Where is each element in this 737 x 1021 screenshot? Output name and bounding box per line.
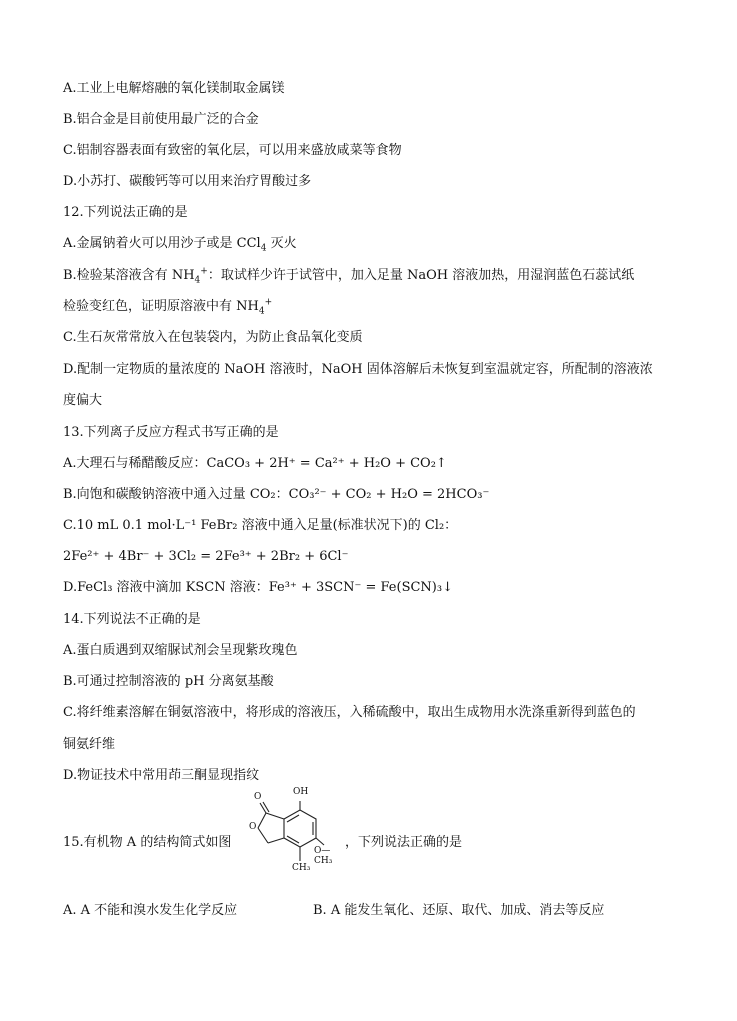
bond [266, 813, 284, 819]
methoxy-bond [316, 838, 324, 845]
aromatic-double-bond [287, 836, 299, 843]
option-13d: D.FeCl₃ 溶液中滴加 KSCN 溶液：Fe³⁺ + 3SCN⁻ = Fe(SCN)₃↓ [63, 580, 453, 595]
option-12c: C.生石灰常常放入在包装袋内，为防止食品氧化变质 [63, 330, 363, 345]
question-15-stem: ，下列说法正确的是 [345, 835, 463, 850]
bond [268, 838, 284, 843]
option-11b: B.铝合金是目前使用最广泛的合金 [63, 112, 259, 127]
question-12: 12.下列说法正确的是 [63, 205, 188, 220]
option-11a: A.工业上电解熔融的氧化镁制取金属镁 [63, 81, 285, 96]
ring-oxygen-label: O [249, 822, 257, 832]
option-15b: B. A 能发生氧化、还原、取代、加成、消去等反应 [313, 903, 605, 918]
option-14b: B.可通过控制溶液的 pH 分离氨基酸 [63, 674, 274, 689]
benzene-ring [284, 810, 316, 847]
option-14a: A.蛋白质遇到双缩脲试剂会呈现紫玫瑰色 [63, 643, 298, 658]
molecule-structure [236, 787, 342, 887]
hydroxyl-label: OH [293, 787, 309, 797]
option-11d: D.小苏打、碳酸钙等可以用来治疗胃酸过多 [63, 174, 312, 189]
option-12d-cont: 度偏大 [63, 393, 103, 408]
option-12a: A.金属钠着火可以用沙子或是 CCl$_4$ 灭火 [63, 236, 297, 254]
question-15-intro: 15.有机物 A 的结构简式如图 [63, 835, 232, 850]
carbonyl-oxygen-label: O [254, 792, 262, 802]
molecule-svg [236, 795, 342, 887]
option-11c: C.铝制容器表面有致密的氧化层，可以用来盛放咸菜等食物 [63, 143, 402, 158]
option-12b: B.检验某溶液含有 $NH_4^+$：取试样少许于试管中，加入足量 NaOH 溶液加热，用湿润蓝色石蕊试纸 [63, 266, 635, 286]
bond [258, 813, 266, 828]
methyl-label: CH₃ [292, 863, 311, 873]
bond [258, 828, 268, 843]
option-14c: C.将纤维素溶解在铜氨溶液中，将形成的溶液压，入稀硫酸中，取出生成物用水洗涤重新得到蓝色的 [63, 705, 636, 720]
methoxy-label: O—CH₃ [314, 846, 333, 866]
question-14: 14.下列说法不正确的是 [63, 612, 201, 627]
option-13c: C.10 mL 0.1 mol·L⁻¹ FeBr₂ 溶液中通入足量(标准状况下)的 Cl₂： [63, 518, 458, 533]
option-14c-cont: 铜氨纤维 [63, 737, 116, 752]
question-13: 13.下列离子反应方程式书写正确的是 [63, 425, 279, 440]
option-13a: A.大理石与稀醋酸反应：CaCO₃ + 2H⁺ = Ca²⁺ + H₂O + CO₂↑ [63, 456, 447, 471]
option-13c-equation: 2Fe²⁺ + 4Br⁻ + 3Cl₂ = 2Fe³⁺ + 2Br₂ + 6Cl⁻ [63, 549, 349, 564]
option-15a: A. A 不能和溴水发生化学反应 [63, 903, 238, 918]
option-12b-cont: 检验变红色，证明原溶液中有 $NH_4^+$ [63, 297, 273, 317]
option-13b: B.向饱和碳酸钠溶液中通入过量 CO₂：CO₃²⁻ + CO₂ + H₂O = 2HCO₃⁻ [63, 487, 490, 502]
option-12d: D.配制一定物质的量浓度的 NaOH 溶液时，NaOH 固体溶解后未恢复到室温就定容，所配制的溶液浓 [63, 362, 653, 377]
option-14d: D.物证技术中常用茚三酮显现指纹 [63, 768, 260, 783]
